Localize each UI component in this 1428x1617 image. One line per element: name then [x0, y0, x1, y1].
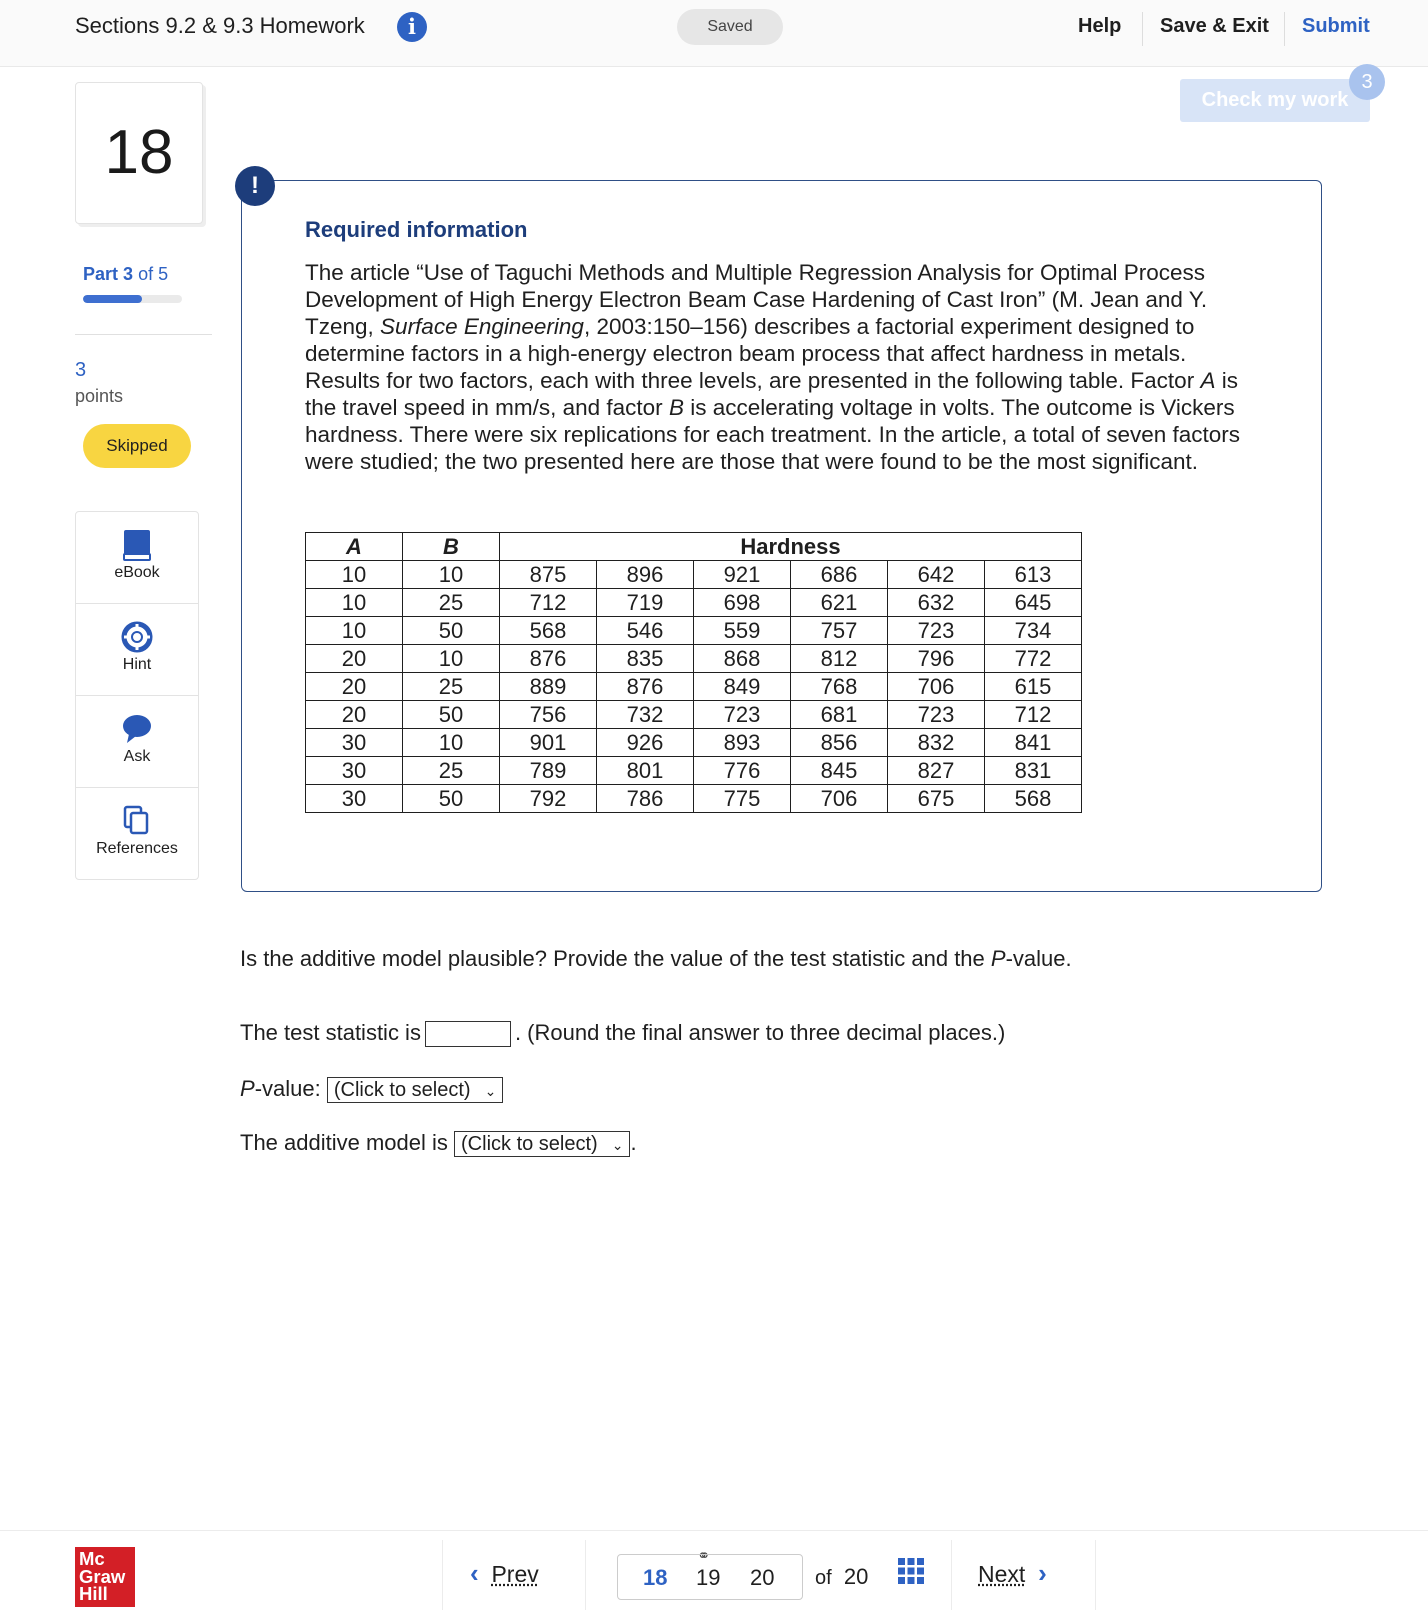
cell-hardness: 875: [500, 561, 597, 589]
check-my-work-button[interactable]: Check my work: [1180, 79, 1370, 122]
footer-divider: [0, 1530, 1428, 1531]
cell-hardness: 559: [694, 617, 791, 645]
cell-hardness: 849: [694, 673, 791, 701]
cell-factor-a: 30: [306, 785, 403, 813]
header-divider: [1284, 12, 1285, 46]
p-value-label: -value:: [254, 1076, 321, 1101]
ask-label: Ask: [123, 748, 151, 765]
question-number: 18: [104, 118, 174, 187]
table-row: [306, 617, 1082, 645]
top-header: [0, 0, 1428, 67]
table-row: [306, 785, 1082, 813]
cell-hardness: 856: [791, 729, 888, 757]
cell-hardness: 768: [791, 673, 888, 701]
cell-hardness: 723: [888, 701, 985, 729]
cell-hardness: 568: [985, 785, 1082, 813]
speech-bubble-icon: [121, 712, 153, 746]
ebook-button[interactable]: [76, 512, 198, 604]
header-divider: [1142, 12, 1143, 46]
book-icon: [121, 528, 153, 562]
question-prompt: Is the additive model plausible? Provide the value of the test statistic and the P-value.: [240, 946, 1072, 971]
ask-button[interactable]: [76, 696, 198, 788]
cell-hardness: 719: [597, 589, 694, 617]
footer-separator: [951, 1540, 952, 1610]
journal-name: Surface Engineering: [380, 314, 584, 339]
table-row: [306, 645, 1082, 673]
cell-hardness: 792: [500, 785, 597, 813]
cell-hardness: 568: [500, 617, 597, 645]
cell-factor-a: 10: [306, 561, 403, 589]
required-information-title: Required information: [305, 217, 528, 242]
info-icon[interactable]: i: [397, 12, 427, 42]
cell-hardness: 868: [694, 645, 791, 673]
p-value-select[interactable]: (Click to select) ⌄: [327, 1077, 503, 1103]
cell-hardness: 901: [500, 729, 597, 757]
test-statistic-line: [240, 1020, 1005, 1047]
cell-hardness: 732: [597, 701, 694, 729]
link-icon: ⚭: [697, 1548, 711, 1565]
skipped-status-badge: Skipped: [83, 424, 191, 468]
mcgraw-hill-logo: Mc Graw Hill: [75, 1547, 135, 1607]
cell-hardness: 789: [500, 757, 597, 785]
cell-hardness: 832: [888, 729, 985, 757]
cell-hardness: 876: [500, 645, 597, 673]
cell-hardness: 675: [888, 785, 985, 813]
cell-hardness: 686: [791, 561, 888, 589]
table-row: [306, 589, 1082, 617]
cell-hardness: 775: [694, 785, 791, 813]
cell-hardness: 889: [500, 673, 597, 701]
cell-factor-a: 30: [306, 757, 403, 785]
cell-factor-a: 20: [306, 645, 403, 673]
cell-hardness: 712: [985, 701, 1082, 729]
part-label: Part: [83, 264, 119, 284]
part-progress-bar: [83, 295, 182, 303]
points-label: points: [75, 386, 124, 406]
chevron-left-icon: ‹: [470, 1558, 479, 1588]
cell-hardness: 712: [500, 589, 597, 617]
save-exit-link[interactable]: Save & Exit: [1160, 15, 1269, 37]
header-factor-b: B: [403, 533, 500, 561]
submit-button[interactable]: Submit: [1302, 15, 1370, 37]
part-total: of 5: [138, 264, 169, 284]
cell-hardness: 801: [597, 757, 694, 785]
rounding-instruction: . (Round the final answer to three decimal places.): [514, 1020, 1006, 1045]
lifebuoy-icon: [121, 620, 153, 654]
page-selector: [617, 1554, 803, 1600]
cell-hardness: 786: [597, 785, 694, 813]
footer-separator: [442, 1540, 443, 1610]
cell-factor-b: 25: [403, 673, 500, 701]
cell-factor-b: 50: [403, 701, 500, 729]
part-current: 3: [123, 264, 134, 284]
next-button[interactable]: Next ›: [978, 1558, 1047, 1588]
cell-hardness: 876: [597, 673, 694, 701]
cell-factor-a: 20: [306, 673, 403, 701]
cell-hardness: 926: [597, 729, 694, 757]
cell-hardness: 756: [500, 701, 597, 729]
test-statistic-input[interactable]: [425, 1021, 511, 1047]
prev-button[interactable]: ‹ Prev: [470, 1558, 539, 1588]
cell-hardness: 835: [597, 645, 694, 673]
page-20[interactable]: 20: [750, 1565, 775, 1590]
table-row: [306, 673, 1082, 701]
cell-hardness: 723: [694, 701, 791, 729]
references-button[interactable]: [76, 788, 198, 879]
grid-icon[interactable]: [898, 1558, 924, 1584]
cell-factor-a: 10: [306, 589, 403, 617]
question-number-card: [75, 82, 203, 224]
cell-factor-b: 50: [403, 617, 500, 645]
cell-hardness: 642: [888, 561, 985, 589]
table-header-row: [306, 533, 1082, 561]
cell-hardness: 706: [791, 785, 888, 813]
cell-hardness: 723: [888, 617, 985, 645]
table-row: [306, 757, 1082, 785]
hardness-data-table: [305, 532, 1082, 813]
cell-hardness: 546: [597, 617, 694, 645]
cell-hardness: 772: [985, 645, 1082, 673]
header-hardness: Hardness: [500, 533, 1082, 561]
part-indicator: [83, 264, 168, 285]
cell-hardness: 645: [985, 589, 1082, 617]
p-value-line: P-value: (Click to select) ⌄: [240, 1076, 503, 1103]
header-factor-a: A: [306, 533, 403, 561]
cell-hardness: 893: [694, 729, 791, 757]
chevron-right-icon: ›: [1038, 1558, 1047, 1588]
chevron-down-icon: ⌄: [484, 1083, 497, 1100]
table-row: [306, 729, 1082, 757]
cell-factor-b: 10: [403, 729, 500, 757]
cell-hardness: 921: [694, 561, 791, 589]
cell-hardness: 615: [985, 673, 1082, 701]
table-row: [306, 701, 1082, 729]
references-label: References: [96, 840, 178, 857]
ebook-label: eBook: [114, 564, 160, 581]
cell-factor-a: 10: [306, 617, 403, 645]
tools-panel: [75, 511, 199, 880]
cell-factor-a: 30: [306, 729, 403, 757]
hint-button[interactable]: [76, 604, 198, 696]
saved-status-badge: Saved: [677, 9, 783, 45]
part-progress-fill: [83, 295, 142, 303]
cell-factor-b: 50: [403, 785, 500, 813]
additive-model-line: The additive model is (Click to select) ⌄ .: [240, 1130, 637, 1156]
footer-separator: [1095, 1540, 1096, 1610]
cell-hardness: 845: [791, 757, 888, 785]
attempts-remaining-badge: 3: [1349, 64, 1385, 100]
chevron-down-icon: ⌄: [611, 1137, 624, 1154]
footer-separator: [585, 1540, 586, 1610]
additive-model-select[interactable]: (Click to select) ⌄: [454, 1131, 630, 1157]
cell-factor-b: 10: [403, 645, 500, 673]
table-row: [306, 561, 1082, 589]
cell-hardness: 621: [791, 589, 888, 617]
assignment-title: Sections 9.2 & 9.3 Homework: [75, 13, 365, 38]
cell-hardness: 613: [985, 561, 1082, 589]
points-value: 3: [75, 359, 87, 381]
page-19[interactable]: 19: [696, 1565, 721, 1590]
cell-hardness: 812: [791, 645, 888, 673]
page-total: of 20: [815, 1564, 869, 1589]
cell-hardness: 632: [888, 589, 985, 617]
test-statistic-label: The test statistic is: [240, 1020, 421, 1045]
cell-hardness: 831: [985, 757, 1082, 785]
cell-hardness: 827: [888, 757, 985, 785]
cell-hardness: 757: [791, 617, 888, 645]
article-text: The article “Use of Taguchi Methods and Multiple Regression Analysis for Optimal Process Development of High Energy Electron Beam Case Hardening of Cast Iron” (M. Jean and Y. Tzeng, Surface Engineering, 2003:150–156) describes a factorial experiment designed to determine factors in a high-energy electron beam process that affect hardness in metals. Results for two factors, each with three levels, are presented in the following table. Factor A is the travel speed in mm/s, and factor B is accelerating voltage in volts. The outcome is Vickers hardness. There were six replications for each treatment. In the article, a total of seven factors were studied; the two presented here are those that were found to be the most significant.: [305, 260, 1241, 474]
hint-label: Hint: [122, 656, 152, 673]
page-18[interactable]: 18: [643, 1565, 668, 1590]
additive-model-label: The additive model is: [240, 1130, 448, 1155]
cell-factor-a: 20: [306, 701, 403, 729]
cell-hardness: 698: [694, 589, 791, 617]
cell-hardness: 776: [694, 757, 791, 785]
documents-icon: [121, 804, 153, 838]
alert-icon: !: [235, 166, 275, 206]
cell-factor-b: 25: [403, 589, 500, 617]
cell-hardness: 706: [888, 673, 985, 701]
cell-hardness: 841: [985, 729, 1082, 757]
cell-hardness: 681: [791, 701, 888, 729]
cell-hardness: 896: [597, 561, 694, 589]
help-link[interactable]: Help: [1078, 15, 1122, 37]
sidebar-divider: [75, 334, 212, 335]
cell-hardness: 734: [985, 617, 1082, 645]
cell-hardness: 796: [888, 645, 985, 673]
cell-factor-b: 10: [403, 561, 500, 589]
cell-factor-b: 25: [403, 757, 500, 785]
